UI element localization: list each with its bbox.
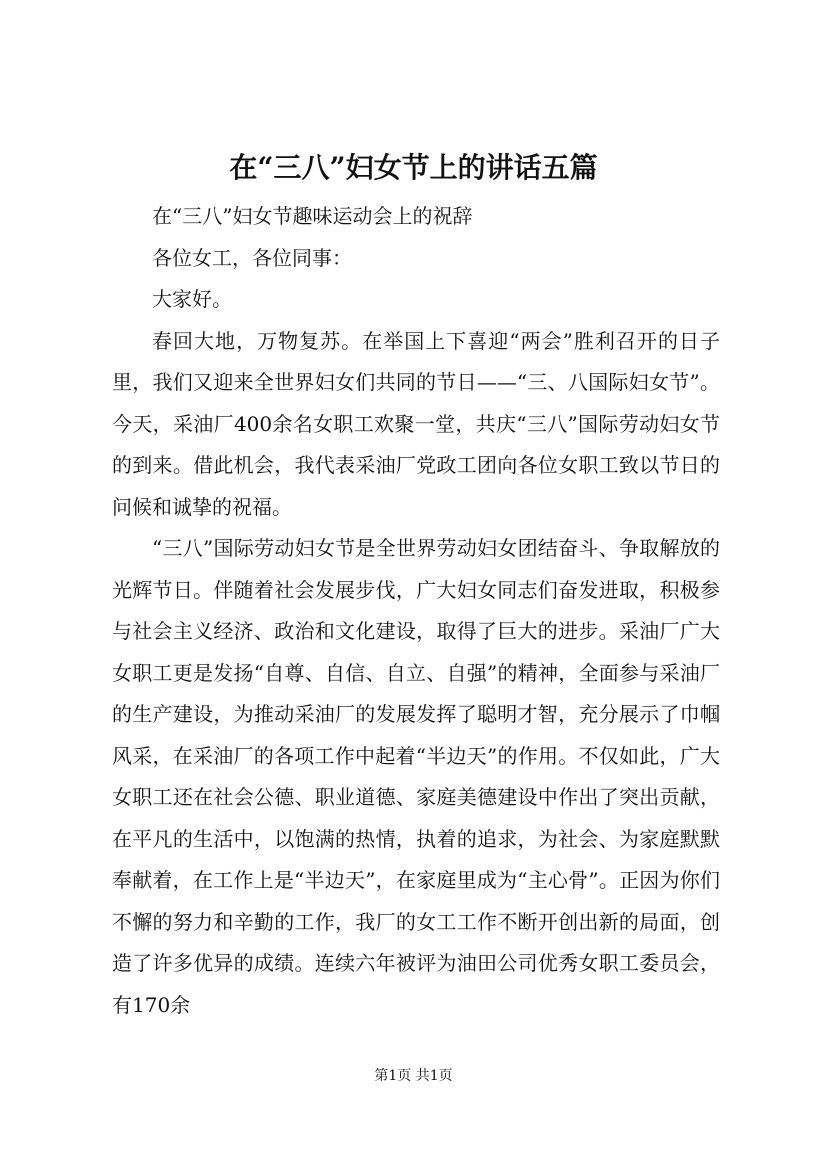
paragraph-greeting: 大家好。 [152,287,232,311]
paragraph-salutation: 各位女工，各位同事： [152,245,352,270]
paragraph-subtitle: 在“三八”妇女节趣味运动会上的祝辞 [152,204,473,228]
page-footer: 第1页 共1页 [374,1068,453,1084]
document-body [112,196,720,1026]
paragraph-body: 春回大地，万物复苏。在举国上下喜迎“两会”胜利召开的日子里，我们又迎来全世界妇女们共同的节日——“三、八国际妇女节”。今天，采油厂400余名女职工欢聚一堂，共庆“三八”国际劳动妇女节的到来。借此机会，我代表采油厂党政工团向各位女职工致以节日的问候和诚挚的祝福。 [112,328,720,519]
document-title: 在“三八”妇女节上的讲话五篇 [229,151,598,184]
paragraph-body: “三八”国际劳动妇女节是全世界劳动妇女团结奋斗、争取解放的光辉节日。伴随着社会发展步伐，广大妇女同志们奋发进取，积极参与社会主义经济、政治和文化建设，取得了巨大的进步。采油厂广大女职工更是发扬“自尊、自信、自立、自强”的精神，全面参与采油厂的生产建设，为推动采油厂的发展发挥了聪明才智，充分展示了巾帼风采，在采油厂的各项工作中起着“半边天”的作用。不仅如此，广大女职工还在社会公德、职业道德、家庭美德建设中作出了突出贡献，在平凡的生活中，以饱满的热情，执着的追求，为社会、为家庭默默奉献着，在工作上是“半边天”，在家庭里成为“主心骨”。正因为你们不懈的努力和辛勤的工作，我厂的女工工作不断开创出新的局面，创造了许多优异的成绩。连续六年被评为油田公司优秀女职工委员会，有170余 [112,536,720,1017]
